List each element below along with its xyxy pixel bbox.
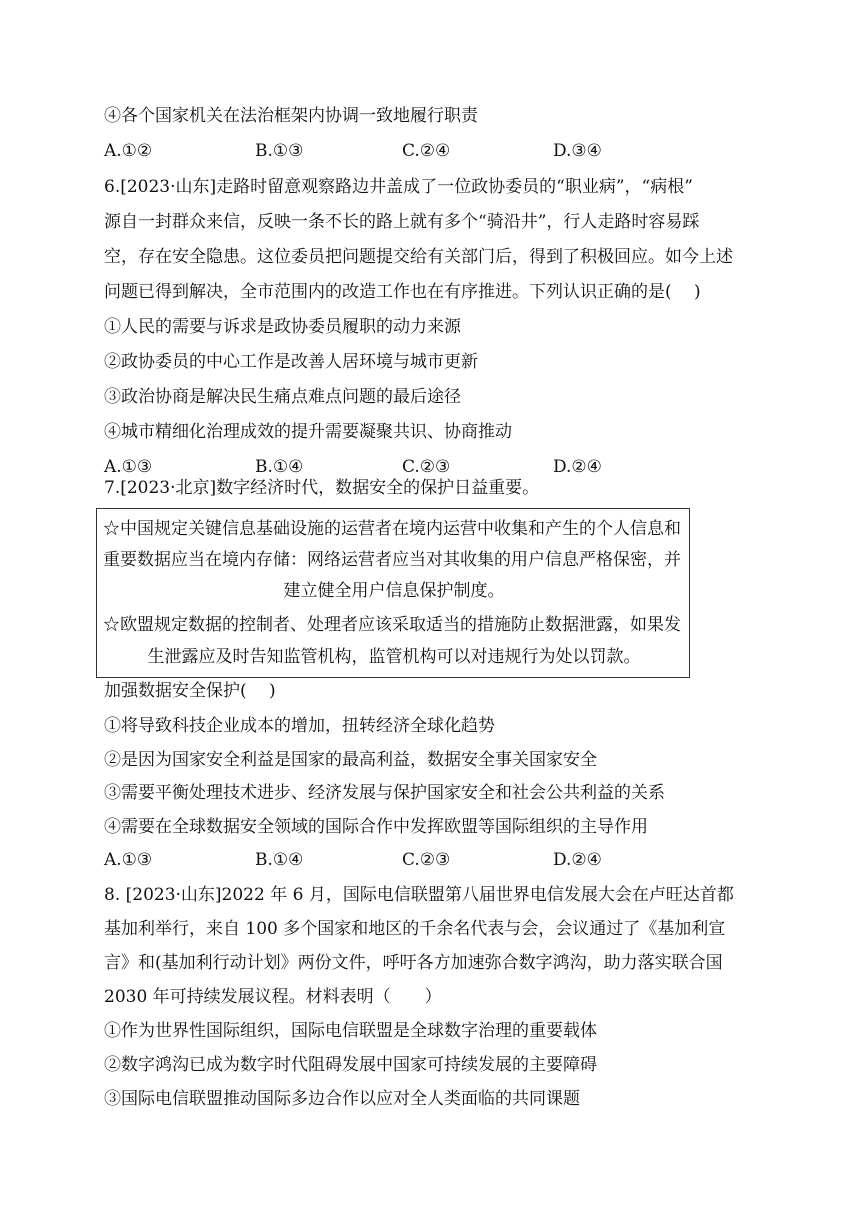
q6-stem-line-3: 空，存在安全隐患。这位委员把问题提交给有关部门后，得到了积极回应。如今上述 (104, 247, 733, 267)
q7-box-line-5: 生泄露应及时告知监管机构，监管机构可以对违规行为处以罚款。 (147, 647, 641, 667)
q8-statement-3: ③国际电信联盟推动国际多边合作以应对全人类面临的共同课题 (104, 1089, 580, 1109)
q7-material-box (96, 508, 690, 678)
q7-statement-2: ②是因为国家安全利益是国家的最高利益，数据安全事关国家安全 (104, 750, 597, 770)
q7-option-c[interactable]: C.②③ (402, 850, 451, 870)
q6-statement-1: ①人民的需要与诉求是政协委员履职的动力来源 (104, 317, 461, 337)
q8-stem-line-2: 基加利举行，来自 100 多个国家和地区的千余名代表与会，会议通过了《基加利宣 (104, 919, 726, 939)
q6-statement-3: ③政治协商是解决民生痛点难点问题的最后途径 (104, 387, 461, 407)
q6-stem-line-1: 6.[2023·山东]走路时留意观察路边井盖成了一位政协委员的“职业病”，“病根” (104, 177, 693, 197)
q8-stem-line-1: 8. [2023·山东]2022 年 6 月，国际电信联盟第八届世界电信发展大会在卢旺达首都 (104, 885, 734, 905)
q7-statement-3: ③需要平衡处理技术进步、经济发展与保护国家安全和社会公共利益的关系 (104, 783, 665, 803)
q7-option-a[interactable]: A.①③ (104, 850, 153, 870)
q5-statement-4: ④各个国家机关在法治框架内协调一致地履行职责 (104, 106, 478, 126)
q7-option-d[interactable]: D.②④ (553, 850, 602, 870)
q7-box-line-1: ☆中国规定关键信息基础设施的运营者在境内运营中收集和产生的个人信息和 (103, 519, 681, 539)
q7-statement-1: ①将导致科技企业成本的增加，扭转经济全球化趋势 (104, 716, 495, 736)
q8-stem-line-4: 2030 年可持续发展议程。材料表明（ ） (104, 987, 442, 1007)
q5-option-d[interactable]: D.③④ (553, 141, 602, 161)
q5-option-b[interactable]: B.①③ (255, 141, 304, 161)
q6-option-d[interactable]: D.②④ (553, 457, 602, 477)
q8-statement-1: ①作为世界性国际组织，国际电信联盟是全球数字治理的重要载体 (104, 1021, 597, 1041)
q7-statement-4: ④需要在全球数据安全领域的国际合作中发挥欧盟等国际组织的主导作用 (104, 817, 648, 837)
q6-stem-line-4: 问题已得到解决，全市范围内的改造工作也在有序推进。下列认识正确的是( ) (104, 282, 701, 302)
q7-box-line-3: 建立健全用户信息保护制度。 (283, 581, 505, 601)
q5-option-c[interactable]: C.②④ (402, 141, 451, 161)
q6-statement-4: ④城市精细化治理成效的提升需要凝聚共识、协商推动 (104, 422, 512, 442)
q6-option-b[interactable]: B.①④ (255, 457, 304, 477)
q8-statement-2: ②数字鸿沟已成为数字时代阻碍发展中国家可持续发展的主要障碍 (104, 1055, 597, 1075)
q7-option-b[interactable]: B.①④ (255, 850, 304, 870)
q6-statement-2: ②政协委员的中心工作是改善人居环境与城市更新 (104, 352, 478, 372)
q6-option-c[interactable]: C.②③ (402, 457, 451, 477)
q5-option-a[interactable]: A.①② (104, 141, 153, 161)
q6-stem-line-2: 源自一封群众来信，反映一条不长的路上就有多个“骑沿井”，行人走路时容易踩 (104, 212, 700, 232)
q6-option-a[interactable]: A.①③ (104, 457, 153, 477)
q7-stem: 7.[2023·北京]数字经济时代，数据安全的保护日益重要。 (104, 478, 540, 498)
q7-options (104, 848, 664, 872)
q7-box-line-2: 重要数据应当在境内存储：网络运营者应当对其收集的用户信息严格保密，并 (103, 550, 681, 570)
q8-stem-line-3: 言》和(基加利行动计划》两份文件，呼吁各方加速弥合数字鸿沟，助力落实联合国 (104, 953, 723, 973)
q7-box-line-4: ☆欧盟规定数据的控制者、处理者应该采取适当的措施防止数据泄露，如果发 (103, 615, 681, 635)
q5-options (104, 139, 664, 163)
q7-question: 加强数据安全保护( ) (104, 681, 276, 701)
